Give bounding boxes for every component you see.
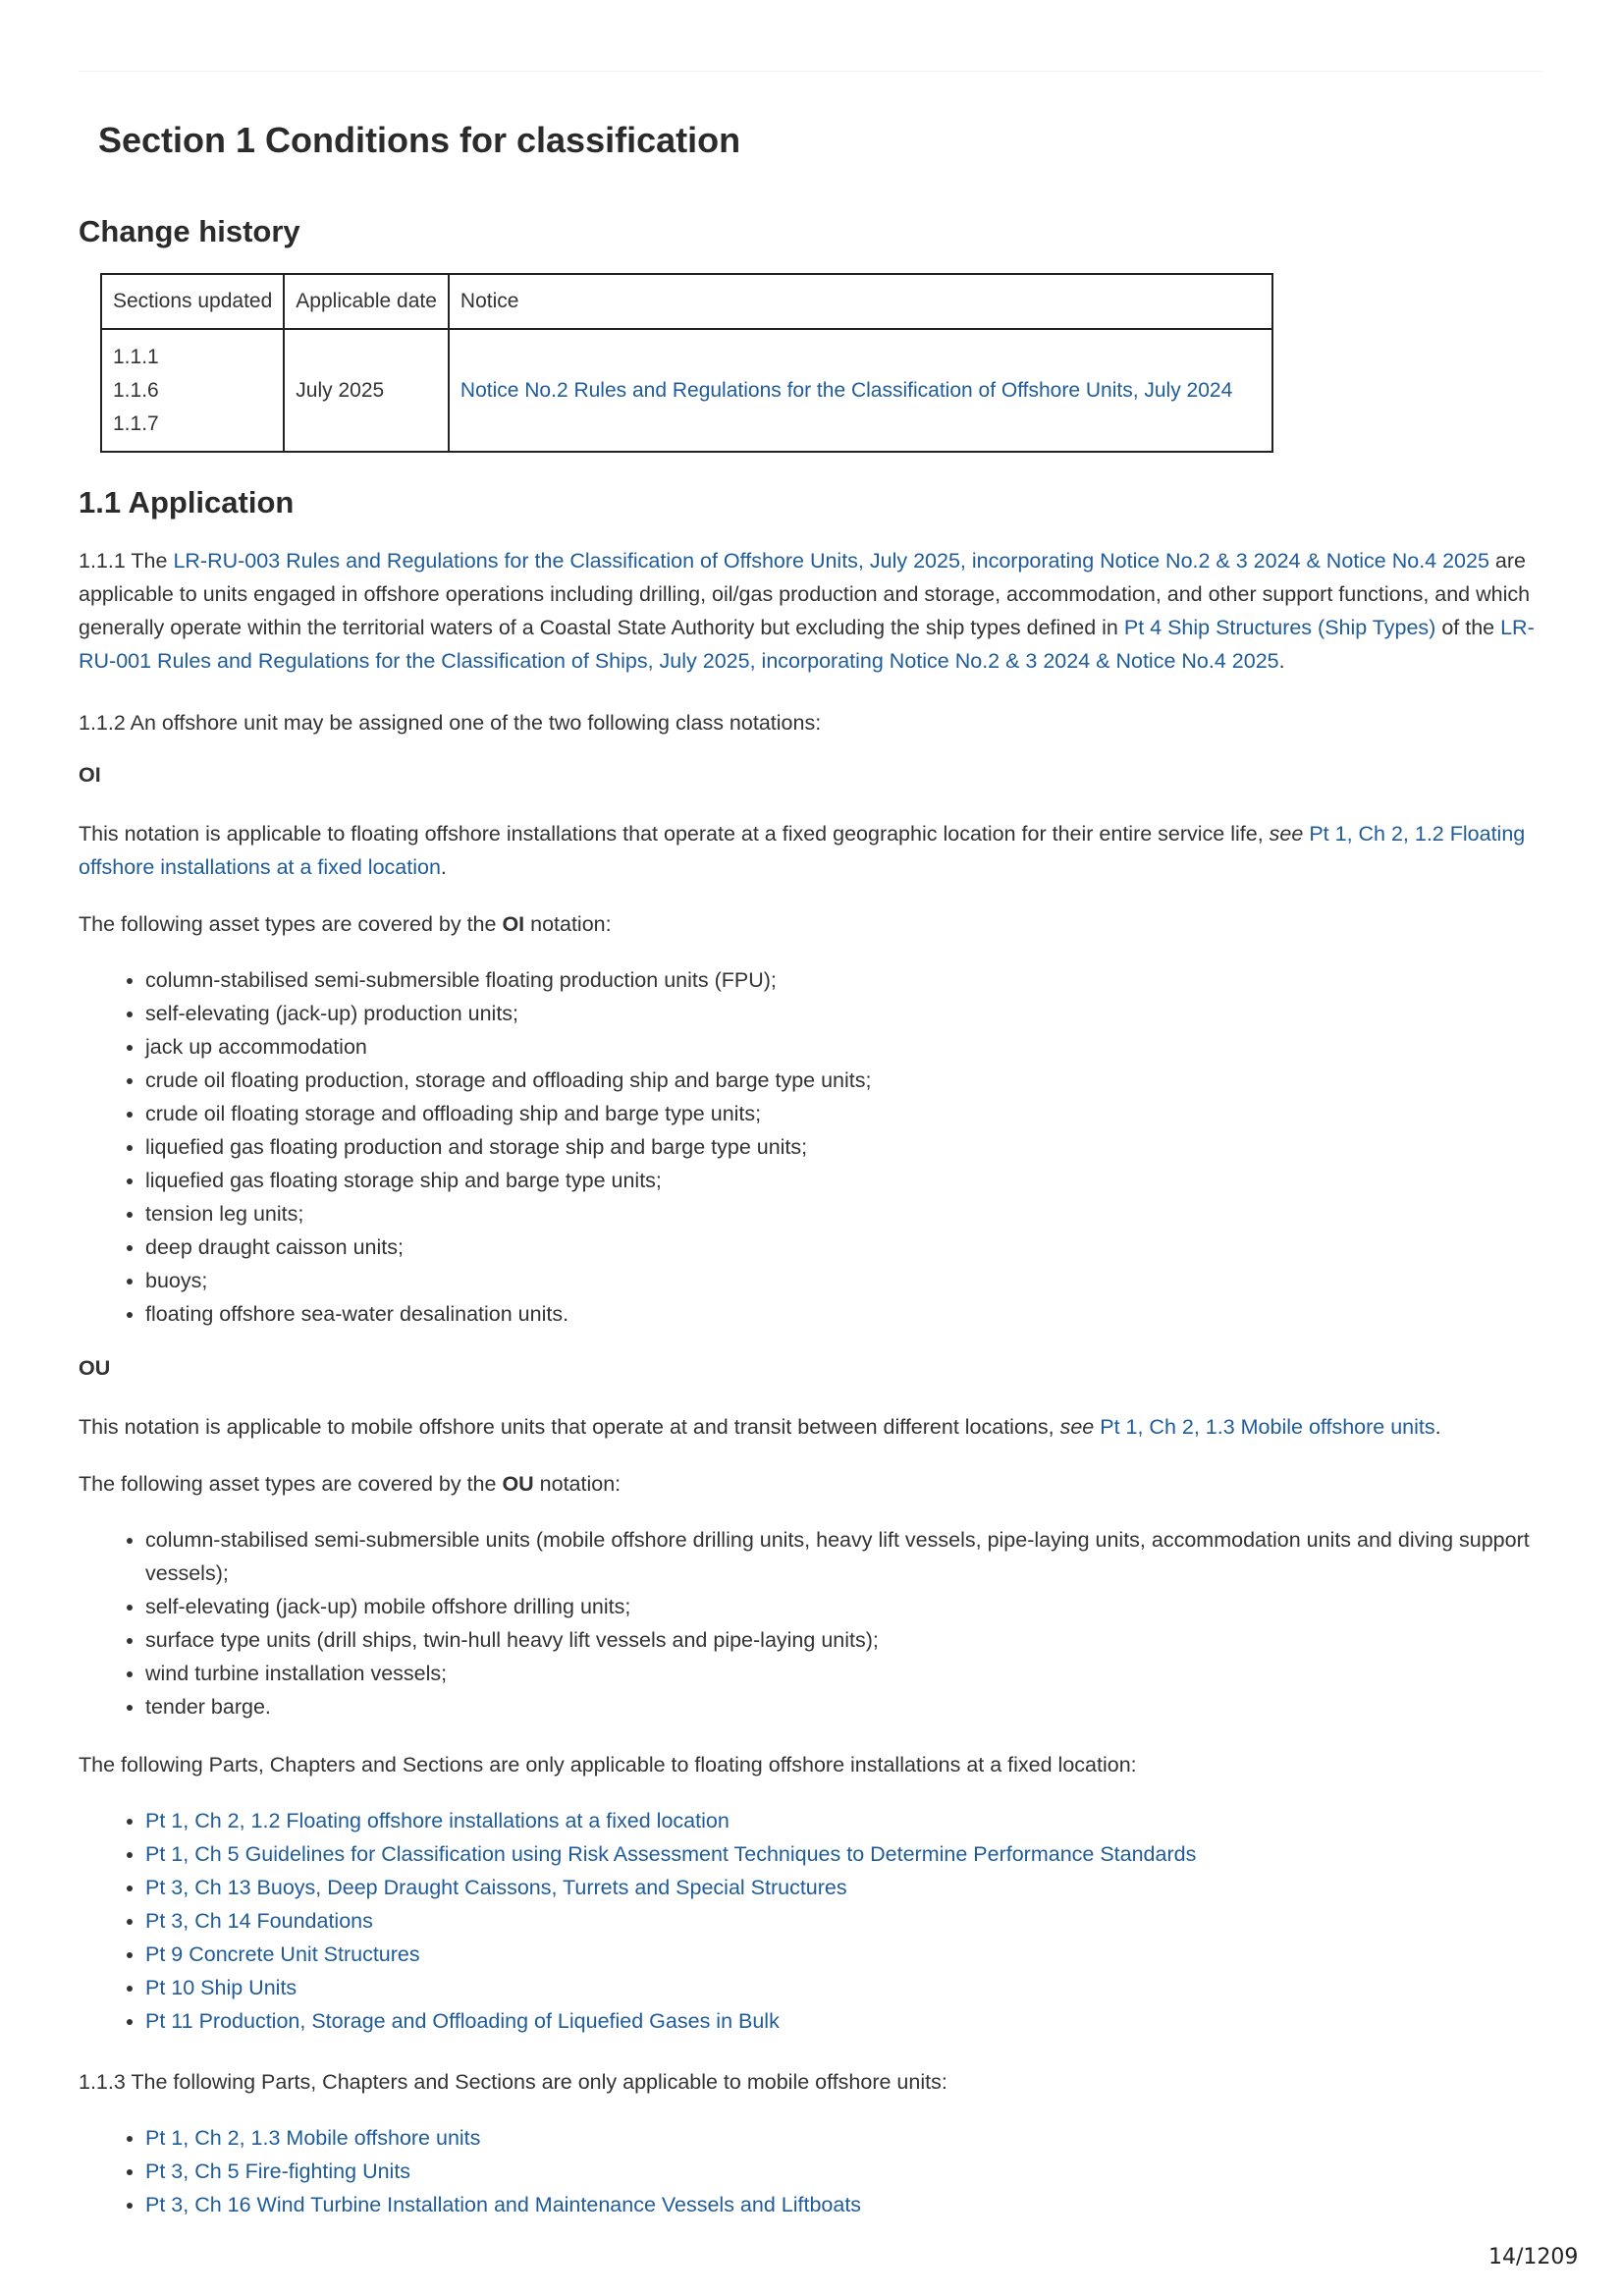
- change-history-table: [100, 273, 1273, 453]
- fixed-location-link-list: [79, 1804, 1618, 2038]
- list-item: • buoys;: [145, 1264, 1618, 1297]
- list-item: • tender barge.: [145, 1690, 1579, 1723]
- oi-notation-label: OI: [79, 763, 101, 787]
- list-item: [145, 2188, 1618, 2221]
- list-item: • column-stabilised semi-submersible units (mobile offshore drilling units, heavy lift vessels, pipe-laying units, accommodation units and diving support vessels);: [145, 1523, 1579, 1590]
- oi-fixed-location-link[interactable]: Pt 1, Ch 2, 1.2 Floating offshore installations at a fixed location: [79, 822, 1526, 879]
- list-item: • jack up accommodation: [145, 1030, 1618, 1064]
- ou-description: This notation is applicable to mobile offshore units that operate at and transit between different locations, see Pt 1, Ch 2, 1.3 Mobile offshore units.: [79, 1415, 1441, 1439]
- list-item: • tension leg units;: [145, 1197, 1618, 1230]
- list-item: • deep draught caisson units;: [145, 1230, 1618, 1264]
- list-item: [145, 2121, 1618, 2155]
- list-item: [145, 1938, 1618, 1971]
- paragraph-1-1-3: 1.1.3 The following Parts, Chapters and Sections are only applicable to mobile offshore units:: [79, 2070, 947, 2094]
- list-item: • liquefied gas floating storage ship and barge type units;: [145, 1164, 1618, 1197]
- application-heading: 1.1 Application: [79, 485, 295, 519]
- ou-covered-intro: The following asset types are covered by the OU notation:: [79, 1472, 622, 1496]
- list-item: [145, 1871, 1618, 1904]
- ship-structures-link[interactable]: Pt 4 Ship Structures (Ship Types): [1123, 616, 1436, 639]
- section-ref: 1.1.1: [113, 345, 159, 368]
- section-ref: 1.1.7: [113, 411, 159, 435]
- list-item: • crude oil floating production, storage and offloading ship and barge type units;: [145, 1064, 1618, 1097]
- ships-rules-link[interactable]: LR-RU-001 Rules and Regulations for the Classification of Ships, July 2025, incorporating Notice No.2 & 3 2024 & Notice No.4 2025: [79, 616, 1535, 673]
- list-item: • floating offshore sea-water desalination units.: [145, 1297, 1618, 1331]
- fixed-location-intro: The following Parts, Chapters and Sections are only applicable to floating offshore installations at a fixed location:: [79, 1753, 1137, 1777]
- page-number: 14/1209: [1488, 2245, 1579, 2269]
- foundations-link[interactable]: Pt 3, Ch 14 Foundations: [145, 1909, 373, 1933]
- buoys-caissons-link[interactable]: Pt 3, Ch 13 Buoys, Deep Draught Caissons, Turrets and Special Structures: [145, 1876, 847, 1899]
- oi-covered-intro: The following asset types are covered by the OI notation:: [79, 912, 612, 936]
- list-item: • self-elevating (jack-up) production units;: [145, 997, 1618, 1030]
- list-item: [145, 2155, 1618, 2188]
- list-item: • column-stabilised semi-submersible floating production units (FPU);: [145, 963, 1618, 997]
- list-item: [145, 1837, 1618, 1871]
- paragraph-1-1-1: 1.1.1 The LR-RU-003 Rules and Regulations for the Classification of Offshore Units, July 2025, incorporating Notice No.2 & 3 2024 & Notice No.4 2025 are applicable to units engaged in offshore operations including drilling, oil/gas production and storage, accommodation, and other support functions, and which generally operate within the territorial waters of a Coastal State Authority but excluding the ship types defined in Pt 4 Ship Structures (Ship Types) of the LR-RU-001 Rules and Regulations for the Classification of Ships, July 2025, incorporating Notice No.2 & 3 2024 & Notice No.4 2025.: [79, 549, 1535, 673]
- oi-description: This notation is applicable to floating offshore installations that operate at a fixed geographic location for their entire service life, see Pt 1, Ch 2, 1.2 Floating offshore installations at a fixed location.: [79, 822, 1526, 879]
- ship-units-link[interactable]: Pt 10 Ship Units: [145, 1976, 297, 1999]
- notice-link[interactable]: Notice No.2 Rules and Regulations for the Classification of Offshore Units, July 2024: [460, 378, 1233, 402]
- list-item: • wind turbine installation vessels;: [145, 1657, 1579, 1690]
- header-notice: Notice: [449, 274, 1272, 329]
- fixed-location-link[interactable]: Pt 1, Ch 2, 1.2 Floating offshore installations at a fixed location: [145, 1809, 730, 1832]
- notice-cell: [449, 329, 1272, 452]
- page-top-divider: [79, 71, 1543, 72]
- applicable-date-cell: July 2025: [284, 329, 449, 452]
- ou-mobile-units-link[interactable]: Pt 1, Ch 2, 1.3 Mobile offshore units: [1100, 1415, 1435, 1439]
- oi-asset-list: [79, 963, 1618, 1331]
- offshore-units-rules-link[interactable]: LR-RU-003 Rules and Regulations for the Classification of Offshore Units, July 2025, incorporating Notice No.2 & 3 2024 & Notice No.4 2025: [173, 549, 1489, 573]
- mobile-offshore-units-link[interactable]: Pt 1, Ch 2, 1.3 Mobile offshore units: [145, 2126, 481, 2150]
- table-row: [101, 329, 1272, 452]
- ou-notation-label: OU: [79, 1356, 111, 1380]
- sections-updated-cell: [101, 329, 284, 452]
- list-item: • liquefied gas floating production and storage ship and barge type units;: [145, 1130, 1618, 1164]
- header-sections-updated: Sections updated: [101, 274, 284, 329]
- paragraph-1-1-2: 1.1.2 An offshore unit may be assigned one of the two following class notations:: [79, 711, 822, 735]
- header-applicable-date: Applicable date: [284, 274, 449, 329]
- change-history-heading: Change history: [79, 214, 300, 248]
- list-item: • surface type units (drill ships, twin-hull heavy lift vessels and pipe-laying units);: [145, 1623, 1579, 1657]
- table-header-row: [101, 274, 1272, 329]
- liquefied-gases-link[interactable]: Pt 11 Production, Storage and Offloading of Liquefied Gases in Bulk: [145, 2009, 780, 2033]
- section-ref: 1.1.6: [113, 378, 159, 402]
- risk-assessment-link[interactable]: Pt 1, Ch 5 Guidelines for Classification using Risk Assessment Techniques to Determine Performance Standards: [145, 1842, 1197, 1866]
- concrete-structures-link[interactable]: Pt 9 Concrete Unit Structures: [145, 1942, 420, 1966]
- list-item: [145, 1904, 1618, 1938]
- list-item: • self-elevating (jack-up) mobile offshore drilling units;: [145, 1590, 1579, 1623]
- ou-asset-list: [79, 1523, 1579, 1723]
- list-item: [145, 1804, 1618, 1837]
- list-item: • crude oil floating storage and offloading ship and barge type units;: [145, 1097, 1618, 1130]
- fire-fighting-units-link[interactable]: Pt 3, Ch 5 Fire-fighting Units: [145, 2159, 411, 2183]
- list-item: [145, 1971, 1618, 2004]
- page-title: Section 1 Conditions for classification: [98, 120, 741, 160]
- list-item: [145, 2004, 1618, 2038]
- mobile-units-link-list: [79, 2121, 1618, 2221]
- wind-turbine-vessels-link[interactable]: Pt 3, Ch 16 Wind Turbine Installation and Maintenance Vessels and Liftboats: [145, 2193, 862, 2216]
